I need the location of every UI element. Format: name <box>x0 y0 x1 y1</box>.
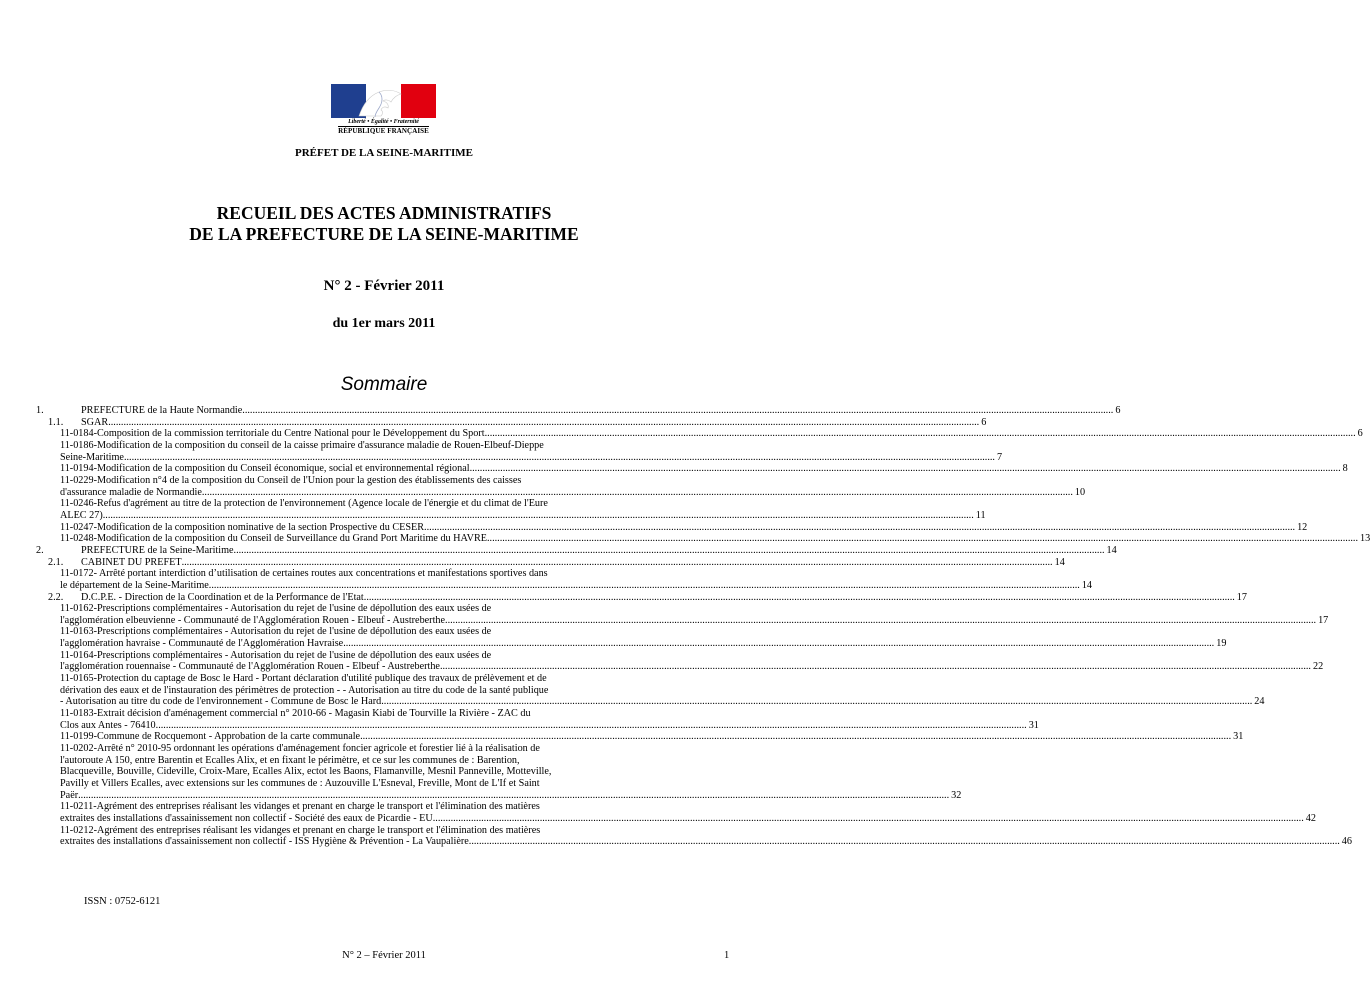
toc-leader-dots <box>469 836 1340 848</box>
toc-subsection[interactable] <box>36 556 1065 569</box>
toc-leader-dots <box>202 487 1073 499</box>
republique-francaise-logo <box>331 84 436 138</box>
toc-entry[interactable] <box>36 731 1244 743</box>
toc-entry[interactable] <box>36 521 1308 534</box>
toc-leader-dots <box>78 790 949 802</box>
toc-page-number: 6 <box>981 416 987 428</box>
toc-entry-line: l'autoroute A 150, entre Barentin et Ecalles Alix, et en fixant le périmètre, et ce sur les communes de : Barention, <box>60 754 520 766</box>
toc-entry-label: - Autorisation au titre du code de l'environnement - Commune de Bosc le Hard <box>60 696 382 708</box>
toc-entry-number: 2.1. <box>48 556 64 568</box>
toc-leader-dots <box>108 417 979 429</box>
issn: ISSN : 0752-6121 <box>84 896 161 907</box>
toc-entry[interactable] <box>36 439 1003 463</box>
toc-entry-label: extraites des installations d'assainissement non collectif - Société des eaux de Picardie - EU <box>60 812 433 824</box>
toc-entry-label: le département de la Seine-Maritime <box>60 579 209 591</box>
toc-subsection[interactable] <box>36 591 1247 604</box>
toc-page-number: 14 <box>1081 579 1093 591</box>
toc-entry[interactable] <box>36 673 1265 708</box>
toc-leader-dots <box>381 696 1252 708</box>
toc-page-number: 6 <box>1115 405 1121 416</box>
toc-leader-dots <box>424 522 1295 534</box>
toc-leader-dots <box>487 533 1358 545</box>
toc-entry-line: 11-0212-Agrément des entreprises réalisant les vidanges et prenant en charge le transport et l'élimination des matières <box>60 824 541 836</box>
toc-page-number: 12 <box>1297 521 1308 533</box>
page-number: 1 <box>724 950 730 961</box>
toc-page-number: 24 <box>1254 696 1265 708</box>
toc-page-number: 22 <box>1312 661 1324 673</box>
toc-entry[interactable] <box>36 428 1363 440</box>
toc-page-number: 13 <box>1360 533 1370 545</box>
toc-leader-dots <box>360 731 1231 743</box>
toc-page-number: 17 <box>1236 591 1247 603</box>
toc-entry-label: extraites des installations d'assainissement non collectif - ISS Hygiène & Prévention - La Vaupalière <box>60 836 469 848</box>
marianne-profile-icon <box>353 86 409 118</box>
toc-entry-label: 11-0247-Modification de la composition nominative de la section Prospective du CESER <box>60 521 425 533</box>
toc-entry-line: 11-0202-Arrêté n° 2010-95 ordonnant les opérations d'aménagement foncier agricole et forestier lié à la réalisation de <box>60 743 540 755</box>
toc-entry-line: 11-0186-Modification de la composition du conseil de la caisse primaire d'assurance maladie de Rouen-Elbeuf-Dieppe <box>60 439 544 451</box>
toc-leader-dots <box>343 638 1214 650</box>
toc-entry-line: 11-0211-Agrément des entreprises réalisant les vidanges et prenant en charge le transport et l'élimination des matières <box>60 801 540 813</box>
toc-entry-number: 1.1. <box>48 416 64 428</box>
toc-entry-label: l'agglomération rouennaise - Communauté de l'Agglomération Rouen - Elbeuf - Austreberthe <box>60 661 440 673</box>
toc-page-number: 17 <box>1318 614 1329 626</box>
toc-page-number: 31 <box>1233 731 1244 743</box>
toc-entry-label: l'agglomération elbeuvienne - Communauté de l'Agglomération Rouen - Elbeuf - Austreberthe <box>60 614 446 626</box>
toc-entry-label: d'assurance maladie de Normandie <box>60 486 202 498</box>
toc-leader-dots <box>209 580 1080 592</box>
toc-leader-dots <box>124 452 995 464</box>
toc-entry-line: 11-0172- Arrêté portant interdiction d’utilisation de certaines routes aux concentrations et manifestations sportives dans <box>60 568 548 580</box>
toc-entry-label: Paër <box>60 789 79 801</box>
toc-entry-label: 11-0184-Composition de la commission territoriale du Centre National pour le Développement du Sport <box>60 428 485 440</box>
toc-entry[interactable] <box>36 801 1316 824</box>
toc-entry[interactable] <box>36 824 1352 848</box>
title-line-1: RECUEIL DES ACTES ADMINISTRATIFS <box>216 203 552 223</box>
toc-page-number: 32 <box>951 789 962 801</box>
toc-entry[interactable] <box>36 626 1227 650</box>
logo-motto: Liberté • Égalité • Fraternité <box>348 119 419 125</box>
toc-leader-dots <box>470 463 1341 475</box>
toc-entry-label: l'agglomération havraise - Communauté de l'Agglomération Havraise <box>60 638 344 650</box>
logo-republique: RÉPUBLIQUE FRANÇAISE <box>331 127 436 136</box>
toc-page-number: 46 <box>1341 836 1352 848</box>
toc-entry-line: dérivation des eaux et de l'instauration des périmètres de protection - - Autorisation au titre du code de la santé publique <box>60 684 549 696</box>
toc-entry-number: 2.2. <box>48 591 64 603</box>
toc-entry-label: 1.1. SGAR <box>48 416 109 428</box>
toc-entry-label: ALEC 27) <box>60 509 103 521</box>
issue-number: N° 2 - Février 2011 <box>323 278 445 294</box>
toc-leader-dots <box>242 405 1113 417</box>
toc-entry[interactable] <box>36 498 986 521</box>
toc-entry-line: 11-0164-Prescriptions complémentaires - Autorisation du rejet de l'usine de dépollution des eaux usées de <box>60 649 492 661</box>
toc-entry-label: 1. PREFECTURE de la Haute Normandie <box>36 405 243 416</box>
issue-date: du 1er mars 2011 <box>332 316 436 331</box>
toc-leader-dots <box>433 813 1304 825</box>
toc-page-number: 42 <box>1305 812 1316 824</box>
title-line-2: DE LA PREFECTURE DE LA SEINE-MARITIME <box>189 224 579 244</box>
toc-entry-label: 2.1. CABINET DU PREFET <box>48 556 182 568</box>
marianne-flag-icon <box>331 84 436 118</box>
table-of-contents <box>36 405 1370 848</box>
toc-entry-label: 11-0199-Commune de Rocquemont - Approbation de la carte communale <box>60 731 361 743</box>
toc-entry-line: 11-0163-Prescriptions complémentaires - Autorisation du rejet de l'usine de dépollution des eaux usées de <box>60 626 492 638</box>
toc-leader-dots <box>234 545 1105 557</box>
toc-entry[interactable] <box>36 533 1370 545</box>
toc-page-number: 14 <box>1054 556 1065 568</box>
toc-entry-label: 11-0248-Modification de la composition du Conseil de Surveillance du Grand Port Maritime du HAVRE <box>60 533 487 545</box>
toc-entry[interactable] <box>36 474 1086 498</box>
toc-entry-label: Clos aux Antes - 76410 <box>60 719 156 731</box>
toc-entry-number: 1. <box>36 405 44 416</box>
toc-entry[interactable] <box>36 603 1329 626</box>
toc-entry-line: 11-0229-Modification n°4 de la composition du Conseil de l'Union pour la gestion des établissements des caisses <box>60 474 522 486</box>
toc-leader-dots <box>182 557 1053 569</box>
toc-entry-label: 2.2. D.C.P.E. - Direction de la Coordination et de la Performance de l'Etat <box>48 591 364 603</box>
toc-leader-dots <box>364 592 1235 604</box>
toc-leader-dots <box>485 428 1356 440</box>
toc-page-number: 7 <box>996 451 1003 463</box>
sommaire-heading: Sommaire <box>340 374 428 395</box>
toc-entry[interactable] <box>36 568 1093 591</box>
footer-issue: N° 2 – Février 2011 <box>342 950 426 961</box>
toc-subsection[interactable] <box>36 416 987 429</box>
toc-entry-line: Blacqueville, Bouville, Cideville, Croix-Mare, Ecalles Alix, ectot les Baons, Flamanville, Mesnil Panneville, Motteville, <box>60 766 552 778</box>
toc-entry-line: 11-0165-Protection du captage de Bosc le Hard - Portant déclaration d'utilité publique des travaux de prélèvement et de <box>60 673 547 685</box>
toc-entry[interactable] <box>36 708 1039 731</box>
toc-entry[interactable] <box>36 649 1324 673</box>
toc-page-number: 8 <box>1342 463 1348 475</box>
toc-entry-line: 11-0162-Prescriptions complémentaires - Autorisation du rejet de l'usine de dépollution des eaux usées de <box>60 603 492 615</box>
toc-page-number: 31 <box>1028 719 1039 731</box>
toc-entry-line: 11-0183-Extrait décision d'aménagement commercial n° 2010-66 - Magasin Kiabi de Tourville la Rivière - ZAC du <box>60 708 531 720</box>
toc-entry-label: 11-0194-Modification de la composition du Conseil économique, social et environnemental régional <box>60 463 470 475</box>
toc-leader-dots <box>440 661 1311 673</box>
prefet-heading: PRÉFET DE LA SEINE-MARITIME <box>295 147 473 159</box>
toc-entry-number: 2. <box>36 544 44 556</box>
toc-entry-label: 2. PREFECTURE de la Seine-Maritime <box>36 544 234 556</box>
toc-page-number: 14 <box>1106 544 1117 556</box>
toc-entry-line: Pavilly et Villers Ecalles, avec extensions sur les communes de : Auzouville L'Esneval, Freville, Mont de L'If et Saint <box>60 778 540 789</box>
toc-page-number: 19 <box>1216 638 1227 650</box>
document-title <box>0 203 768 245</box>
toc-section[interactable] <box>36 544 1117 557</box>
toc-entry-line: 11-0246-Refus d'agrément au titre de la protection de l'environnement (Agence locale de l'énergie et du climat de l'Eure <box>60 498 548 510</box>
toc-page-number: 11 <box>975 509 986 521</box>
toc-page-number: 6 <box>1357 428 1363 440</box>
toc-leader-dots <box>103 510 974 522</box>
toc-entry[interactable] <box>36 743 962 801</box>
toc-leader-dots <box>156 720 1027 732</box>
toc-section[interactable] <box>36 405 1121 417</box>
toc-entry-label: Seine-Maritime <box>60 451 124 463</box>
toc-leader-dots <box>445 615 1316 627</box>
toc-page-number: 10 <box>1074 486 1086 498</box>
toc-entry[interactable] <box>36 463 1348 475</box>
